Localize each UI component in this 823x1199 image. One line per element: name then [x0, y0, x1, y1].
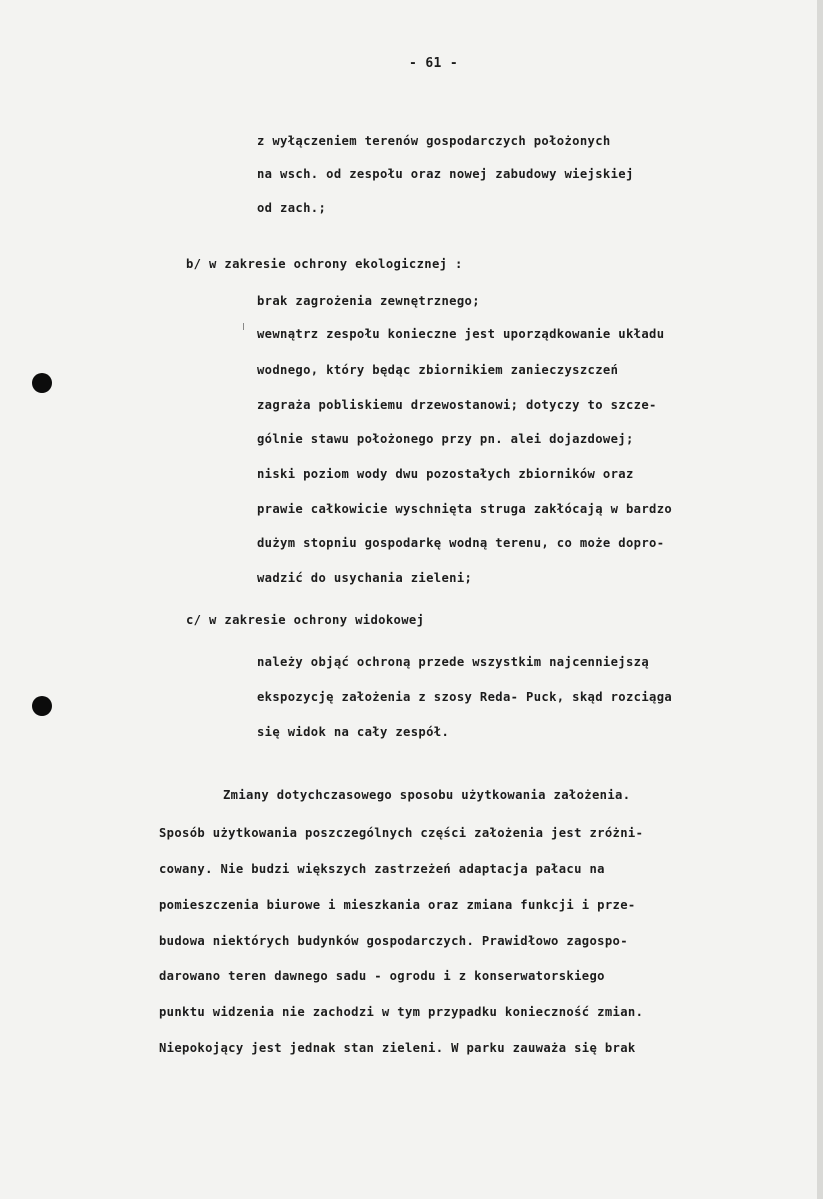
text-line: należy objąć ochroną przede wszystkim najcenniejszą — [257, 655, 650, 669]
list-item-heading-c: c/ w zakresie ochrony widokowej — [186, 613, 425, 627]
text-line: zagraża pobliskiemu drzewostanowi; dotyczy to szcze- — [257, 398, 657, 412]
section-title: Zmiany dotychczasowego sposobu użytkowania założenia. — [223, 788, 631, 802]
text-line: z wyłączeniem terenów gospodarczych położonych — [257, 134, 611, 148]
text-line: Sposób użytkowania poszczególnych części założenia jest zróżni- — [159, 826, 644, 840]
page-number: - 61 - — [409, 56, 459, 71]
text-line: się widok na cały zespół. — [257, 725, 450, 739]
text-line: na wsch. od zespołu oraz nowej zabudowy wiejskiej — [257, 167, 634, 181]
text-line: od zach.; — [257, 201, 327, 215]
text-line: Niepokojący jest jednak stan zieleni. W parku zauważa się brak — [159, 1041, 636, 1055]
text-line: niski poziom wody dwu pozostałych zbiorników oraz — [257, 467, 634, 481]
text-line: brak zagrożenia zewnętrznego; — [257, 294, 480, 308]
text-line: punktu widzenia nie zachodzi w tym przypadku konieczność zmian. — [159, 1005, 644, 1019]
text-line: darowano teren dawnego sadu - ogrodu i z konserwatorskiego — [159, 969, 605, 983]
text-line: cowany. Nie budzi większych zastrzeżeń adaptacja pałacu na — [159, 862, 605, 876]
text-line: gólnie stawu położonego przy pn. alei dojazdowej; — [257, 432, 634, 446]
list-item-heading-b: b/ w zakresie ochrony ekologicznej : — [186, 257, 463, 271]
text-line: prawie całkowicie wyschnięta struga zakłócają w bardzo — [257, 502, 673, 516]
text-line: dużym stopniu gospodarkę wodną terenu, co może dopro- — [257, 536, 665, 550]
punch-hole — [32, 696, 52, 716]
text-line: ekspozycję założenia z szosy Reda- Puck, skąd rozciąga — [257, 690, 673, 704]
text-line: wewnątrz zespołu konieczne jest uporządkowanie układu — [257, 327, 665, 341]
text-line: wadzić do usychania zieleni; — [257, 571, 473, 585]
text-line: pomieszczenia biurowe i mieszkania oraz zmiana funkcji i prze- — [159, 898, 636, 912]
text-line: wodnego, który będąc zbiornikiem zanieczyszczeń — [257, 363, 619, 377]
text-line: budowa niektórych budynków gospodarczych. Prawidłowo zagospo- — [159, 934, 628, 948]
punch-hole — [32, 373, 52, 393]
margin-tick-mark — [243, 323, 244, 330]
